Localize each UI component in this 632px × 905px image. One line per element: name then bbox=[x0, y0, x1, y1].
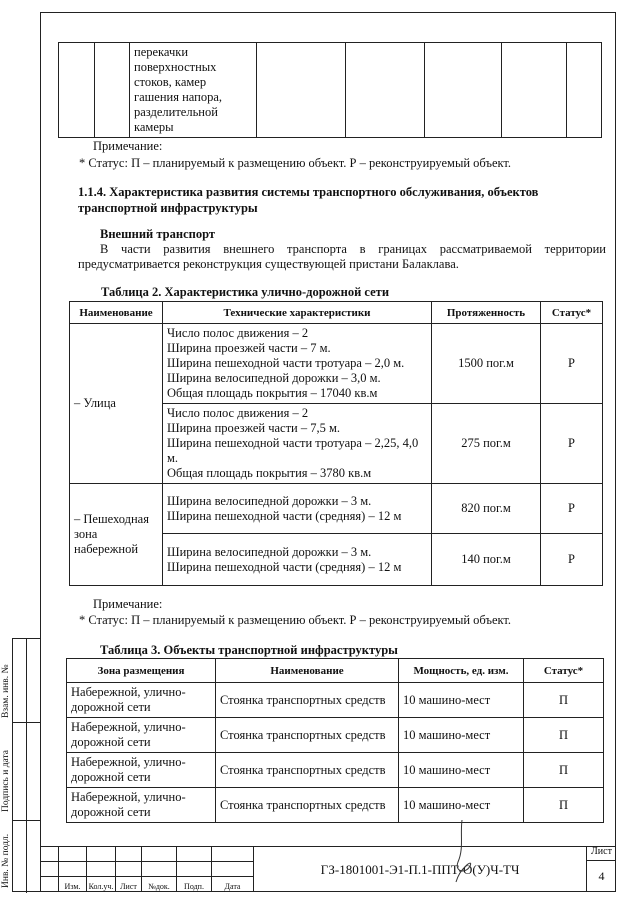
table2-status-cell: Р bbox=[541, 324, 603, 404]
table2-length-cell: 820 пог.м bbox=[432, 484, 541, 534]
table-row bbox=[70, 484, 603, 534]
table2-specs-cell: Число полос движения – 2 Ширина проезжей части – 7,5 м. Ширина пешеходной части тротуара – 2,25, 4,0 м. Общая площадь покрытия – 3780 кв.м bbox=[163, 404, 432, 484]
top-continuation-table bbox=[58, 42, 602, 138]
revision-grid bbox=[40, 846, 254, 892]
table3-status-cell: П bbox=[524, 683, 604, 718]
table2-group-embankment: – Пешеходная зона набережной bbox=[70, 484, 163, 586]
paragraph-line2: предусматривается реконструкция существующей пристани Балаклава. bbox=[78, 257, 459, 271]
table2-status-cell: Р bbox=[541, 534, 603, 586]
table3-status-cell: П bbox=[524, 788, 604, 823]
table-row bbox=[67, 788, 604, 823]
note1-text: * Статус: П – планируемый к размещению объект. Р – реконструируемый объект. bbox=[79, 156, 512, 170]
table-row bbox=[67, 753, 604, 788]
note2-label: Примечание: bbox=[93, 597, 163, 611]
table3-header-name: Наименование bbox=[216, 659, 399, 683]
table2-header-name: Наименование bbox=[70, 302, 163, 324]
table3-zone-cell: Набережной, улично- дорожной сети bbox=[67, 753, 216, 788]
table3-capacity-cell: 10 машино-мест bbox=[399, 788, 524, 823]
table3-capacity-cell: 10 машино-мест bbox=[399, 718, 524, 753]
stamp-col-count: Кол.уч. bbox=[87, 877, 116, 892]
table2-status-cell: Р bbox=[541, 404, 603, 484]
sheet-number: 4 bbox=[598, 869, 605, 883]
table2-header-specs: Технические характеристики bbox=[163, 302, 432, 324]
table2-length-cell: 1500 пог.м bbox=[432, 324, 541, 404]
table2-status-cell: Р bbox=[541, 484, 603, 534]
transport-infrastructure-table bbox=[66, 658, 604, 823]
table3-status-cell: П bbox=[524, 753, 604, 788]
sidebar-label-replacement: Взам. инв. № bbox=[1, 664, 11, 718]
table3-zone-cell: Набережной, улично- дорожной сети bbox=[67, 788, 216, 823]
table2-specs-cell: Ширина велосипедной дорожки – 3 м. Ширина пешеходной части (средняя) – 12 м bbox=[163, 484, 432, 534]
road-network-table bbox=[69, 301, 603, 586]
table3-status-cell: П bbox=[524, 718, 604, 753]
sidebar-label-signature: Подпись и дата bbox=[1, 749, 11, 812]
stamp-col-sign: Подп. bbox=[177, 877, 212, 892]
table3-caption: Таблица 3. Объекты транспортной инфраструктуры bbox=[100, 643, 398, 657]
section-heading-line2: транспортной инфраструктуры bbox=[78, 201, 258, 215]
table3-capacity-cell: 10 машино-мест bbox=[399, 753, 524, 788]
subheading-external-transport: Внешний транспорт bbox=[100, 227, 215, 241]
sheet-label: Лист bbox=[587, 846, 616, 861]
table2-caption: Таблица 2. Характеристика улично-дорожной сети bbox=[101, 285, 390, 299]
table2-header-status: Статус* bbox=[541, 302, 603, 324]
sidebar-stamp bbox=[12, 638, 40, 892]
sheet-box bbox=[586, 846, 616, 892]
document-code: ГЗ-1801001-Э1-П.1-ППТ-О(У)Ч-ТЧ bbox=[320, 861, 520, 877]
table2-length-cell: 140 пог.м bbox=[432, 534, 541, 586]
note1-label: Примечание: bbox=[93, 139, 163, 153]
signature-scribble bbox=[440, 818, 490, 888]
sidebar-label-inventory: Инв. № подл. bbox=[1, 833, 11, 888]
table3-header-status: Статус* bbox=[524, 659, 604, 683]
section-heading-line1: 1.1.4. Характеристика развития системы транспортного обслуживания, объектов bbox=[78, 185, 539, 199]
note2-text: * Статус: П – планируемый к размещению объект. Р – реконструируемый объект. bbox=[79, 613, 512, 627]
table-row bbox=[67, 683, 604, 718]
table3-header-capacity: Мощность, ед. изм. bbox=[399, 659, 524, 683]
table2-group-street: – Улица bbox=[70, 324, 163, 484]
table2-specs-cell: Число полос движения – 2 Ширина проезжей части – 7 м. Ширина пешеходной части тротуара – 2,0 м. Ширина велосипедной дорожки – 3,0 м. Общая площадь покрытия – 17040 кв.м bbox=[163, 324, 432, 404]
stamp-col-change: Изм. bbox=[59, 877, 87, 892]
table-row bbox=[70, 324, 603, 404]
table2-header-length: Протяженность bbox=[432, 302, 541, 324]
top-table-cell: перекачки поверхностных стоков, камер гашения напора, разделительной камеры bbox=[130, 43, 257, 138]
table3-name-cell: Стоянка транспортных средств bbox=[216, 718, 399, 753]
table3-name-cell: Стоянка транспортных средств bbox=[216, 753, 399, 788]
table-row bbox=[67, 718, 604, 753]
table3-name-cell: Стоянка транспортных средств bbox=[216, 683, 399, 718]
stamp-col-date: Дата bbox=[212, 877, 254, 892]
table3-zone-cell: Набережной, улично- дорожной сети bbox=[67, 683, 216, 718]
table3-capacity-cell: 10 машино-мест bbox=[399, 683, 524, 718]
table2-length-cell: 275 пог.м bbox=[432, 404, 541, 484]
table3-zone-cell: Набережной, улично- дорожной сети bbox=[67, 718, 216, 753]
stamp-col-doc: №док. bbox=[142, 877, 177, 892]
table3-name-cell: Стоянка транспортных средств bbox=[216, 788, 399, 823]
table3-header-zone: Зона размещения bbox=[67, 659, 216, 683]
stamp-col-sheet: Лист bbox=[116, 877, 142, 892]
paragraph-line1: В части развития внешнего транспорта в границах рассматриваемой территории bbox=[100, 242, 606, 256]
table2-specs-cell: Ширина велосипедной дорожки – 3 м. Ширина пешеходной части (средняя) – 12 м bbox=[163, 534, 432, 586]
